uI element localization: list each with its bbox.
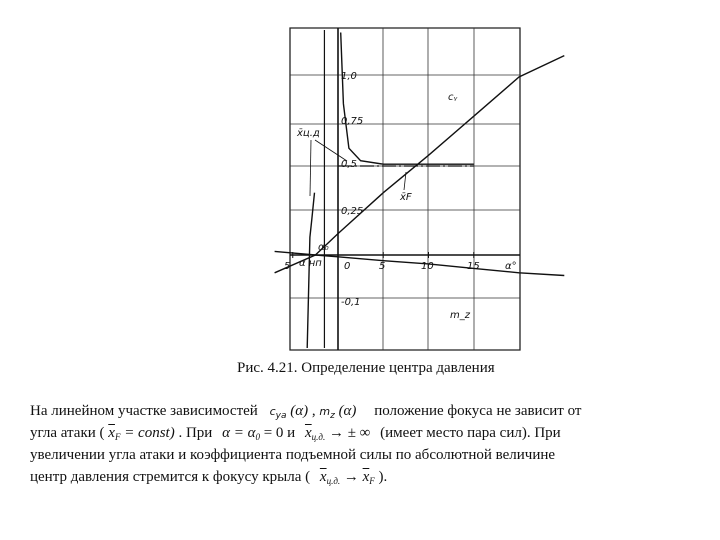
formula-xcd — [305, 425, 325, 441]
formula-xf — [108, 425, 120, 441]
paragraph-line-4 — [30, 466, 700, 492]
line4-text-a: центр давления стремится к фокусу крыла ( — [30, 469, 311, 485]
cya-subscript: уа — [275, 411, 287, 421]
mz-symbol: m — [319, 405, 331, 418]
annot-xf: x̄F — [400, 192, 412, 203]
formula-alpha — [222, 425, 260, 441]
alpha-equation: α = α — [222, 425, 256, 441]
tick-labels — [284, 71, 517, 308]
annot-alpha-np: α нп — [299, 258, 322, 269]
line4-text-b: ). — [378, 469, 388, 485]
paragraph-line-3: увеличении угла атаки и коэффициента подъемной силы по абсолютной величине — [30, 447, 556, 463]
y-tick-label-1: 1,0 — [341, 71, 357, 82]
line1-text-a: На линейном участке зависимостей — [30, 403, 258, 419]
annot-mz: m_z — [450, 310, 470, 321]
x-tick-label-0: 0 — [344, 261, 351, 272]
x-tick-label-5: 5 — [379, 261, 386, 272]
series-xcd-left-branch — [307, 193, 314, 348]
formula-comma: , — [311, 403, 316, 419]
xf2-subscript: F — [369, 476, 375, 486]
y-tick-label-025: 0,25 — [341, 206, 364, 217]
cya-symbol: c — [269, 405, 276, 418]
series-layer — [275, 30, 565, 348]
x-tick-label-15: 15 — [467, 261, 480, 272]
formula-xcd-2 — [320, 469, 340, 485]
line2-text-a: угла атаки ( — [30, 425, 105, 441]
formula-xf-2 — [363, 469, 375, 485]
formula-pm-infinity: ± ∞ — [347, 425, 371, 441]
xf2-symbol: $\overline{x}$ — [362, 469, 370, 485]
x-unit-label: α° — [505, 261, 517, 272]
xf-subscript: F — [114, 432, 121, 442]
arrow-icon: → — [328, 425, 344, 441]
xcd2-symbol: $\overline{x}$ — [319, 469, 327, 485]
annot-alpha0: α₀ — [318, 242, 329, 253]
formula-mz-arg: (α) — [338, 403, 357, 419]
arrow-icon: → — [343, 469, 359, 485]
annot-xcd-leader-2 — [315, 140, 347, 161]
formula-cya-arg: (α) — [290, 403, 309, 419]
line2-text-d: (имеет место пара сил). При — [380, 425, 561, 441]
line1-text-b: положение фокуса не зависит от — [374, 403, 582, 419]
y-tick-label-05: 0,5 — [341, 159, 357, 170]
figure-caption: Рис. 4.21. Определение центра давления — [237, 360, 495, 376]
xcd2-subscript: ц.д. — [326, 476, 341, 486]
xcd-subscript: ц.д. — [311, 432, 326, 442]
x-tick-label-10: 10 — [421, 261, 434, 272]
xcd-symbol: $\overline{x}$ — [304, 425, 312, 441]
annot-cy: cᵧ — [448, 92, 458, 103]
formula-mz — [319, 405, 335, 421]
line2-text-c: = 0 и — [263, 425, 296, 441]
line2-text-b: . При — [178, 425, 213, 441]
annot-xcd: x̄ц.д — [297, 128, 320, 139]
formula-cya — [269, 405, 287, 421]
annot-xcd-leader-1 — [310, 140, 311, 196]
x-tick-label-m5: 5 — [284, 261, 291, 272]
y-tick-label-075: 0,75 — [341, 116, 364, 127]
formula-const: = const) — [124, 425, 175, 441]
y-tick-label-m01: -0,1 — [341, 297, 361, 308]
alpha-subscript: 0 — [255, 432, 260, 442]
mz-subscript: z — [330, 411, 335, 421]
xf-symbol: $\overline{x}$ — [108, 425, 115, 441]
